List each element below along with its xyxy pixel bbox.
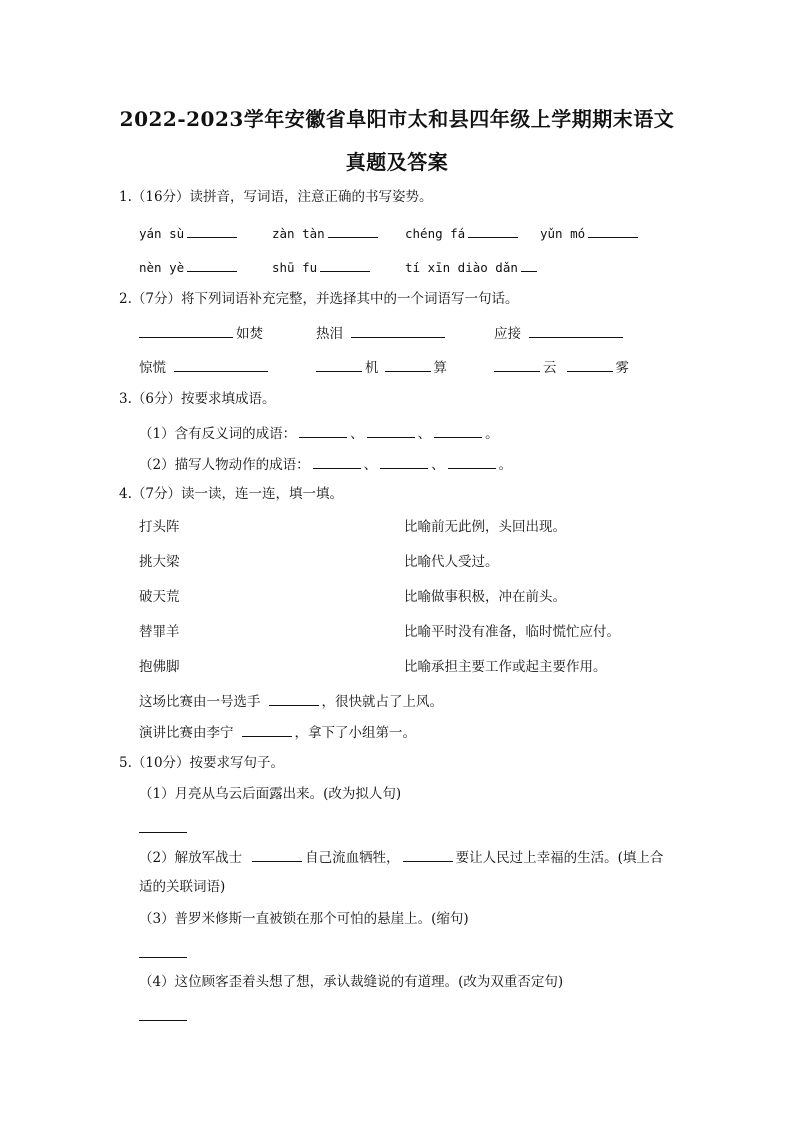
answer-blank[interactable] xyxy=(187,223,237,238)
period: 。 xyxy=(485,426,499,442)
answer-blank[interactable] xyxy=(529,323,623,338)
q2-word-item xyxy=(316,357,447,377)
document-title-line2: 真题及答案 xyxy=(345,150,449,174)
answer-blank[interactable] xyxy=(351,323,445,338)
separator: 、 xyxy=(350,426,364,442)
answer-blank[interactable] xyxy=(139,943,187,958)
q4-term[interactable]: 挑大梁 xyxy=(139,554,180,570)
q1-pinyin-item xyxy=(272,223,381,243)
pinyin: zàn tàn xyxy=(272,226,325,241)
q3-item1-label: （1）含有反义词的成语： xyxy=(139,426,297,442)
q1-pinyin-item xyxy=(139,223,240,243)
answer-blank[interactable] xyxy=(380,454,428,469)
q1-pinyin-item xyxy=(272,257,373,277)
q2-word-item xyxy=(139,323,263,343)
pinyin: chéng fá xyxy=(405,226,466,241)
q2-word-item xyxy=(316,323,448,343)
q1-pinyin-item xyxy=(139,257,240,277)
pinyin: yán sù xyxy=(139,226,185,241)
q5-item1: （1）月亮从乌云后面露出来。(改为拟人句) xyxy=(139,786,402,802)
separator: 、 xyxy=(363,457,378,473)
q5-item1-answer xyxy=(139,818,187,838)
answer-blank[interactable] xyxy=(269,691,319,706)
separator: 、 xyxy=(431,457,445,473)
answer-blank[interactable] xyxy=(139,818,187,833)
sentence-text: ，很快就占了上风。 xyxy=(321,694,443,710)
answer-blank[interactable] xyxy=(316,357,362,372)
q2-header: 2.（7分）将下列词语补充完整，并选择其中的一个词语写一句话。 xyxy=(119,291,519,307)
answer-blank[interactable] xyxy=(328,223,378,238)
word-fragment: 应接 xyxy=(494,326,521,342)
pinyin: tí xīn diào dǎn xyxy=(405,260,518,275)
q2-word-item xyxy=(494,323,626,343)
answer-blank[interactable] xyxy=(494,357,540,372)
q1-pinyin-item xyxy=(540,223,641,243)
q4-header: 4.（7分）读一读，连一连，填一填。 xyxy=(119,486,343,502)
pinyin: shū fu xyxy=(272,260,318,275)
q4-term[interactable]: 打头阵 xyxy=(139,519,180,535)
q5-item2-text: 自己流血牺牲， xyxy=(305,850,400,866)
word-fragment: 雾 xyxy=(615,360,629,376)
q4-term[interactable]: 破天荒 xyxy=(139,589,180,605)
q5-header: 5.（10分）按要求写句子。 xyxy=(119,755,285,771)
q5-item2-cont: 适的关联词语) xyxy=(139,879,226,895)
answer-blank[interactable] xyxy=(139,323,233,338)
answer-blank[interactable] xyxy=(468,223,518,238)
answer-blank[interactable] xyxy=(403,847,453,862)
q3-item2 xyxy=(139,454,512,474)
sentence-text: ，拿下了小组第一。 xyxy=(294,725,416,741)
q2-word-item xyxy=(139,357,271,377)
q4-term[interactable]: 替罪羊 xyxy=(139,624,180,640)
q4-definition[interactable]: 比喻承担主要工作或起主要作用。 xyxy=(404,659,607,675)
q2-word-item xyxy=(494,357,629,377)
q3-header: 3.（6分）按要求填成语。 xyxy=(119,391,276,407)
pinyin: nèn yè xyxy=(139,260,185,275)
q5-item2-text: 要让人民过上幸福的生活。(填上合 xyxy=(455,850,664,866)
sentence-text: 演讲比赛由李宁 xyxy=(139,725,234,741)
q5-item3-answer xyxy=(139,943,187,963)
sentence-text: 这场比赛由一号选手 xyxy=(139,694,261,710)
answer-blank[interactable] xyxy=(320,257,370,272)
q5-item4-answer xyxy=(139,1006,187,1026)
q4-definition[interactable]: 比喻代人受过。 xyxy=(404,554,499,570)
answer-blank[interactable] xyxy=(313,454,361,469)
word-fragment: 机 xyxy=(365,360,379,376)
q4-sentence2 xyxy=(139,722,416,742)
q1-header: 1.（16分）读拼音，写词语，注意正确的书写姿势。 xyxy=(119,189,433,205)
q3-item1 xyxy=(139,423,499,443)
separator: 、 xyxy=(417,426,432,442)
q5-item3: （3）普罗米修斯一直被锁在那个可怕的悬崖上。(缩句) xyxy=(139,911,469,927)
answer-blank[interactable] xyxy=(174,357,268,372)
answer-blank[interactable] xyxy=(448,454,496,469)
q5-item2-text: （2）解放军战士 xyxy=(139,850,243,866)
answer-blank[interactable] xyxy=(299,423,347,438)
word-fragment: 惊慌 xyxy=(139,360,166,376)
q5-item4: （4）这位顾客歪着头想了想，承认裁缝说的有道理。(改为双重否定句) xyxy=(139,974,564,990)
q3-item2-label: （2）描写人物动作的成语： xyxy=(139,457,310,473)
word-fragment: 云 xyxy=(543,360,557,376)
q4-definition[interactable]: 比喻做事积极，冲在前头。 xyxy=(404,589,566,605)
answer-blank[interactable] xyxy=(252,847,302,862)
word-fragment: 算 xyxy=(433,360,447,376)
word-fragment: 热泪 xyxy=(316,326,343,342)
answer-blank[interactable] xyxy=(242,722,292,737)
answer-blank[interactable] xyxy=(434,423,482,438)
q4-sentence1 xyxy=(139,691,443,711)
word-fragment: 如焚 xyxy=(236,326,263,342)
answer-blank[interactable] xyxy=(588,223,638,238)
q1-pinyin-item xyxy=(405,223,521,243)
answer-blank[interactable] xyxy=(385,357,431,372)
q1-pinyin-item xyxy=(405,257,540,277)
q4-definition[interactable]: 比喻前无此例，头回出现。 xyxy=(404,519,566,535)
answer-blank[interactable] xyxy=(521,257,537,272)
answer-blank[interactable] xyxy=(567,357,613,372)
answer-blank[interactable] xyxy=(367,423,415,438)
answer-blank[interactable] xyxy=(139,1006,187,1021)
pinyin: yǔn mó xyxy=(540,226,586,241)
period: 。 xyxy=(498,457,513,473)
document-title-line1: 2022-2023学年安徽省阜阳市太和县四年级上学期期末语文 xyxy=(119,107,675,131)
q5-item2 xyxy=(139,847,663,867)
q4-term[interactable]: 抱佛脚 xyxy=(139,659,180,675)
q4-definition[interactable]: 比喻平时没有准备，临时慌忙应付。 xyxy=(404,624,620,640)
answer-blank[interactable] xyxy=(187,257,237,272)
